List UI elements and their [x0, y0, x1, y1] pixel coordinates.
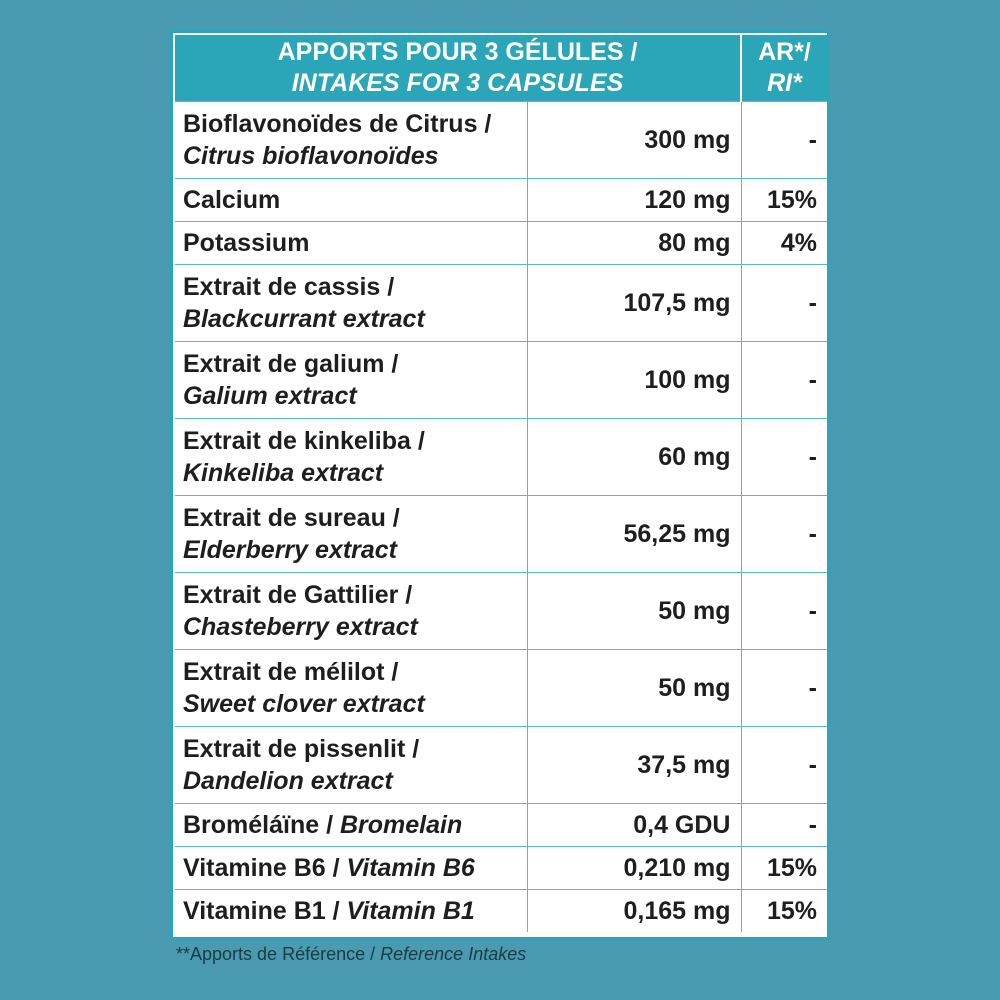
nutrient-name: Vitamine B6 / Vitamin B6 — [175, 847, 527, 890]
nutrient-amount: 300 mg — [527, 102, 741, 179]
nutrition-table — [175, 35, 827, 932]
nutrient-amount: 60 mg — [527, 419, 741, 496]
nutrient-amount: 0,4 GDU — [527, 804, 741, 847]
nutrient-amount: 50 mg — [527, 573, 741, 650]
nutrient-name: Extrait de pissenlit / Dandelion extract — [175, 727, 527, 804]
nutrient-amount: 0,210 mg — [527, 847, 741, 890]
nutrient-amount: 50 mg — [527, 650, 741, 727]
table-row — [175, 102, 827, 179]
header-ri — [741, 35, 827, 102]
nutrient-ri: - — [741, 650, 827, 727]
table-row — [175, 573, 827, 650]
table-row — [175, 496, 827, 573]
nutrient-amount: 80 mg — [527, 222, 741, 265]
nutrient-ri: - — [741, 419, 827, 496]
nutrient-ri: - — [741, 102, 827, 179]
table-row — [175, 650, 827, 727]
header-ri-en: RI* — [767, 69, 802, 97]
nutrient-amount: 100 mg — [527, 342, 741, 419]
header-intakes-en: INTAKES FOR 3 CAPSULES — [291, 69, 624, 97]
header-intakes — [175, 35, 741, 102]
nutrient-amount: 56,25 mg — [527, 496, 741, 573]
nutrient-name: Extrait de Gattilier / Chasteberry extract — [175, 573, 527, 650]
nutrient-name: Calcium — [175, 179, 527, 222]
table-row — [175, 222, 827, 265]
table-header-row — [175, 35, 827, 102]
nutrient-name: Extrait de mélilot / Sweet clover extract — [175, 650, 527, 727]
nutrient-ri: - — [741, 804, 827, 847]
footnote — [176, 944, 526, 965]
nutrient-ri: 15% — [741, 847, 827, 890]
table-row — [175, 265, 827, 342]
nutrient-name: Bioflavonoïdes de Citrus / Citrus bioflavonoïdes — [175, 102, 527, 179]
header-ri-fr: AR*/ — [758, 38, 811, 66]
table-row — [175, 419, 827, 496]
nutrient-name: Vitamine B1 / Vitamin B1 — [175, 890, 527, 933]
nutrient-name: Extrait de sureau / Elderberry extract — [175, 496, 527, 573]
nutrient-ri: - — [741, 342, 827, 419]
nutrient-amount: 37,5 mg — [527, 727, 741, 804]
nutrient-amount: 107,5 mg — [527, 265, 741, 342]
table-row — [175, 342, 827, 419]
nutrient-ri: - — [741, 573, 827, 650]
nutrient-amount: 0,165 mg — [527, 890, 741, 933]
nutrient-name: Extrait de galium / Galium extract — [175, 342, 527, 419]
nutrient-name: Potassium — [175, 222, 527, 265]
header-intakes-fr: APPORTS POUR 3 GÉLULES / — [277, 38, 638, 66]
nutrient-ri: - — [741, 265, 827, 342]
nutrient-name: Broméláïne / Bromelain — [175, 804, 527, 847]
nutrient-amount: 120 mg — [527, 179, 741, 222]
nutrition-panel — [170, 30, 830, 940]
footnote-en: Reference Intakes — [380, 944, 527, 964]
nutrient-ri: 4% — [741, 222, 827, 265]
nutrient-name: Extrait de kinkeliba / Kinkeliba extract — [175, 419, 527, 496]
table-row — [175, 179, 827, 222]
table-row — [175, 890, 827, 933]
nutrient-ri: - — [741, 727, 827, 804]
nutrient-ri: 15% — [741, 179, 827, 222]
nutrient-name: Extrait de cassis / Blackcurrant extract — [175, 265, 527, 342]
table-row — [175, 804, 827, 847]
table-row — [175, 847, 827, 890]
nutrient-ri: 15% — [741, 890, 827, 933]
footnote-fr: **Apports de Référence / — [176, 944, 376, 964]
table-row — [175, 727, 827, 804]
nutrient-ri: - — [741, 496, 827, 573]
